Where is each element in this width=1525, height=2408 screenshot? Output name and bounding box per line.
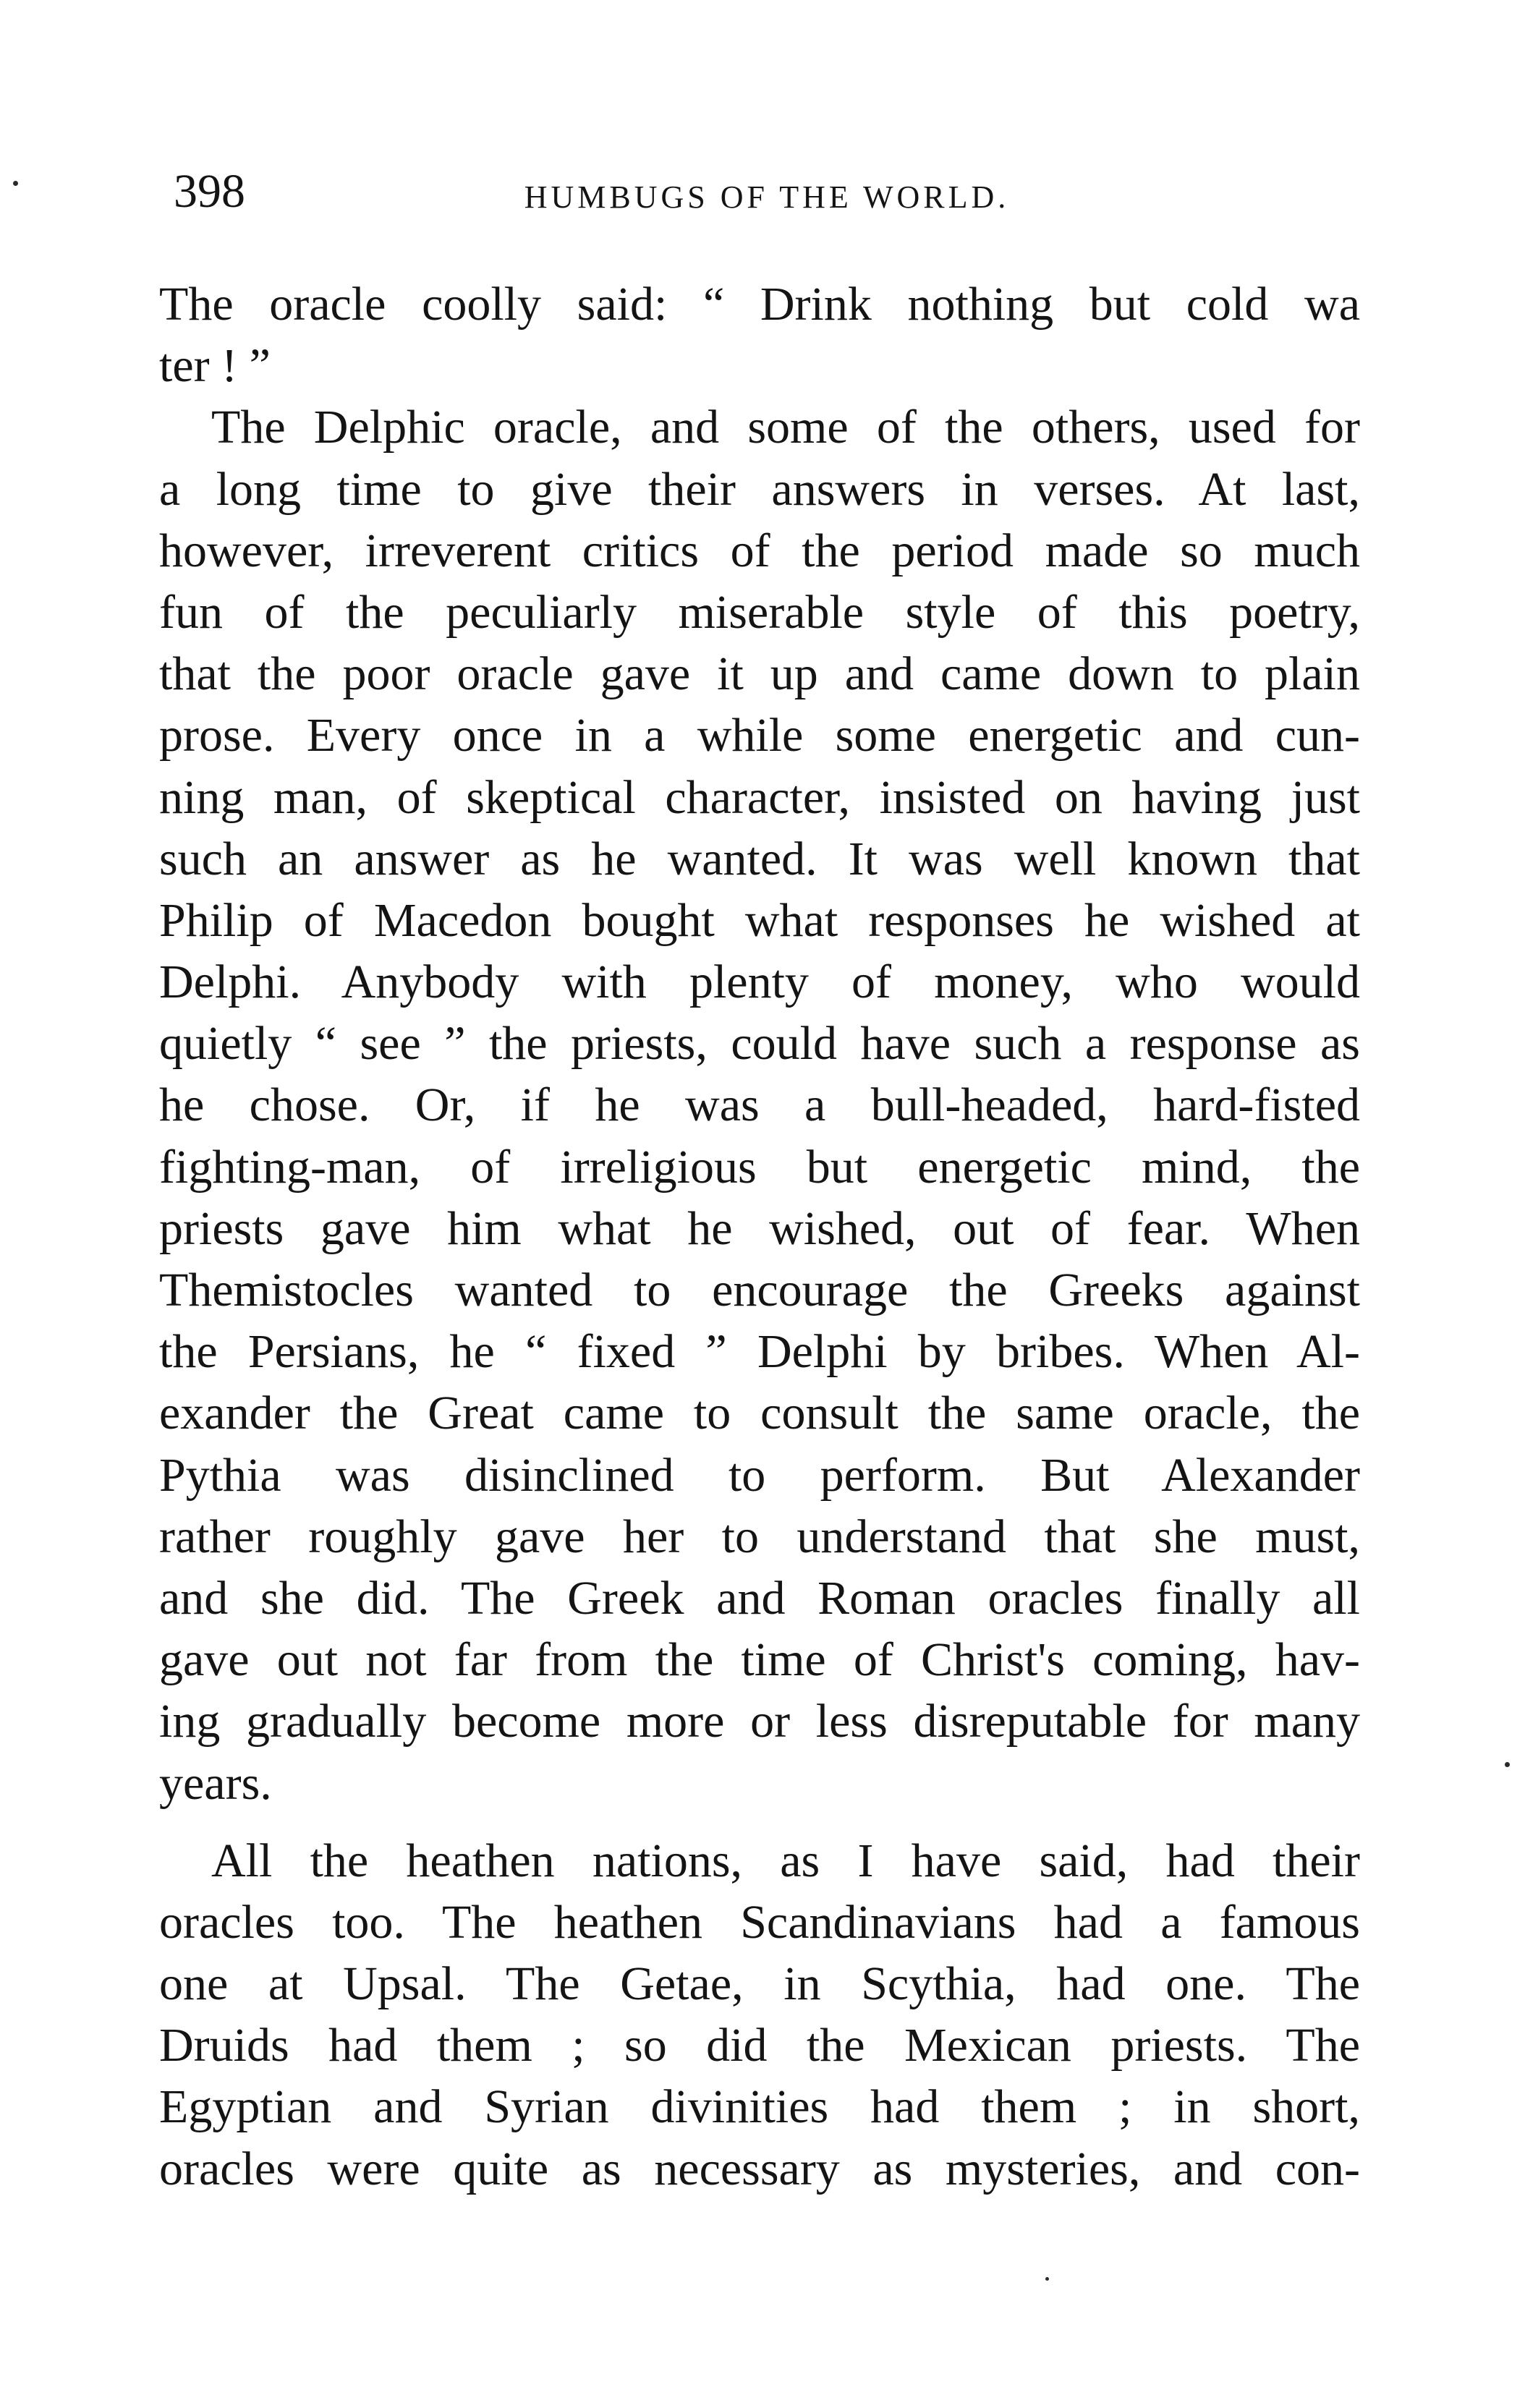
text-line: ing gradually become more or less disreputable for many [159,1695,1360,1748]
text-line: oracles were quite as necessary as mysteries, and con- [159,2142,1360,2195]
page-number: 398 [174,165,245,218]
text-line: fighting-man, of irreligious but energetic mind, the [159,1140,1360,1194]
text-line: years. [159,1756,272,1810]
text-line: quietly “ see ” the priests, could have such a response as [159,1017,1360,1071]
paragraph-first-line: The Delphic oracle, and some of the others, used for [211,401,1360,454]
text-line: such an answer as he wanted. It was well known that [159,832,1360,885]
text-line: ning man, of skeptical character, insisted on having just [159,770,1360,824]
scan-speck [1505,1762,1510,1767]
text-line: fun of the peculiarly miserable style of this poetry, [159,585,1360,639]
scan-speck [1045,2277,1049,2281]
text-line: and she did. The Greek and Roman oracles finally all [159,1571,1360,1625]
text-line: however, irreverent critics of the period made so much [159,524,1360,577]
text-line: Philip of Macedon bought what responses he wished at [159,893,1360,947]
text-line: that the poor oracle gave it up and came down to plain [159,647,1360,701]
text-line: one at Upsal. The Getae, in Scythia, had one. The [159,1957,1360,2011]
text-line: Druids had them ; so did the Mexican priests. The [159,2019,1360,2072]
text-line: Themistocles wanted to encourage the Greeks against [159,1264,1360,1316]
text-line: Pythia was disinclined to perform. But Alexander [159,1448,1360,1502]
text-line: oracles too. The heathen Scandinavians had a famous [159,1895,1360,1949]
text-line: rather roughly gave her to understand that she must, [159,1510,1360,1563]
text-line: The oracle coolly said: “ Drink nothing but cold wa [159,278,1360,331]
text-line: a long time to give their answers in verses. At last, [159,462,1360,516]
text-line: he chose. Or, if he was a bull-headed, hard-fisted [159,1079,1360,1132]
text-line: exander the Great came to consult the same oracle, the [159,1387,1360,1440]
text-line: prose. Every once in a while some energetic and cun- [159,709,1360,762]
text-line: Delphi. Anybody with plenty of money, who would [159,956,1360,1009]
text-line: gave out not far from the time of Christ's coming, hav- [159,1633,1360,1687]
scan-speck [13,181,18,186]
text-line: the Persians, he “ fixed ” Delphi by bribes. When Al- [159,1325,1360,1379]
running-head [174,159,1360,224]
body-text [159,273,1360,2200]
text-line: priests gave him what he wished, out of fear. When [159,1201,1360,1255]
text-line: Egyptian and Syrian divinities had them ; in short, [159,2080,1360,2134]
running-title: HUMBUGS OF THE WORLD. [524,179,1010,215]
text-line: ter ! ” [159,339,271,393]
paragraph-first-line: All the heathen nations, as I have said, had their [211,1834,1360,1887]
